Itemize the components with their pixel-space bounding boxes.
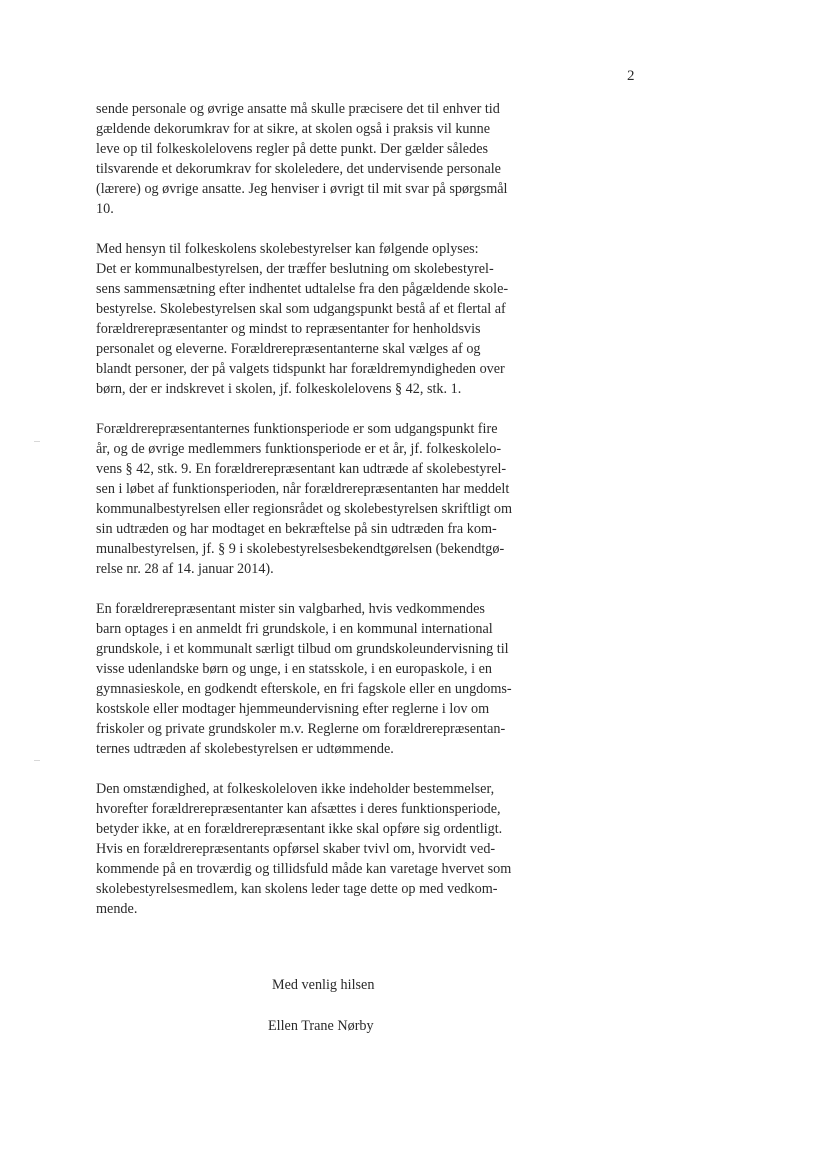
signature-name: Ellen Trane Nørby <box>268 1018 374 1034</box>
paragraph-funktionsperiode <box>96 419 566 579</box>
text-line: kostskole eller modtager hjemmeundervisning efter reglerne i lov om <box>96 701 490 717</box>
text-line: Den omstændighed, at folkeskoleloven ikke indeholder bestemmelser, <box>96 781 495 797</box>
text-line: En forældrerepræsentant mister sin valgbarhed, hvis vedkommendes <box>96 601 485 617</box>
text-line: gymnasieskole, en godkendt efterskole, en fri fagskole eller en ungdoms- <box>96 681 512 697</box>
text-line: leve op til folkeskolelovens regler på dette punkt. Der gælder således <box>96 141 489 157</box>
text-line: barn optages i en anmeldt fri grundskole, i en kommunal international <box>96 621 493 637</box>
paragraph-opfoersel <box>96 779 566 919</box>
text-line: personalet og eleverne. Forældrerepræsentanterne skal vælges af og <box>96 341 481 357</box>
text-line: Med hensyn til folkeskolens skolebestyrelser kan følgende oplyses: <box>96 241 479 257</box>
text-line: vens § 42, stk. 9. En forældrerepræsentant kan udtræde af skolebestyrel- <box>96 461 507 477</box>
text-line: hvorefter forældrerepræsentanter kan afsættes i deres funktionsperiode, <box>96 801 501 817</box>
text-line: relse nr. 28 af 14. januar 2014). <box>96 561 274 577</box>
text-line: tilsvarende et dekorumkrav for skoleledere, det undervisende personale <box>96 161 501 177</box>
text-line: (lærere) og øvrige ansatte. Jeg henviser i øvrigt til mit svar på spørgsmål <box>96 181 508 197</box>
text-line: Hvis en forældrerepræsentants opførsel skaber tvivl om, hvorvidt ved- <box>96 841 496 857</box>
text-line: Forældrerepræsentanternes funktionsperiode er som udgangspunkt fire <box>96 421 498 437</box>
text-line: 10. <box>96 201 114 217</box>
text-line: sen i løbet af funktionsperioden, når forældrerepræsentanten har meddelt <box>96 481 510 497</box>
paragraph-valgbarhed <box>96 599 566 759</box>
text-line: gældende dekorumkrav for at sikre, at skolen også i praksis vil kunne <box>96 121 491 137</box>
paragraph-dekorum <box>96 99 566 219</box>
page-number: 2 <box>627 68 635 84</box>
letter-body <box>96 99 566 939</box>
closing-greeting: Med venlig hilsen <box>272 977 375 993</box>
text-line: kommende på en troværdig og tillidsfuld måde kan varetage hvervet som <box>96 861 512 877</box>
text-line: skolebestyrelsesmedlem, kan skolens leder tage dette op med vedkom- <box>96 881 498 897</box>
text-line: sens sammensætning efter indhentet udtalelse fra den pågældende skole- <box>96 281 509 297</box>
text-line: munalbestyrelsen, jf. § 9 i skolebestyrelsesbekendtgørelsen (bekendtgø- <box>96 541 505 557</box>
text-line: friskoler og private grundskoler m.v. Reglerne om forældrerepræsentan- <box>96 721 506 737</box>
scan-margin-mark <box>34 441 40 442</box>
text-line: sende personale og øvrige ansatte må skulle præcisere det til enhver tid <box>96 101 500 117</box>
text-line: sin udtræden og har modtaget en bekræftelse på sin udtræden fra kom- <box>96 521 497 537</box>
text-line: grundskole, i et kommunalt særligt tilbud om grundskoleundervisning til <box>96 641 509 657</box>
text-line: visse udenlandske børn og unge, i en statsskole, i en europaskole, i en <box>96 661 492 677</box>
text-line: Det er kommunalbestyrelsen, der træffer beslutning om skolebestyrel- <box>96 261 494 277</box>
text-line: børn, der er indskrevet i skolen, jf. folkeskolelovens § 42, stk. 1. <box>96 381 462 397</box>
text-line: mende. <box>96 901 138 917</box>
text-line: bestyrelse. Skolebestyrelsen skal som udgangspunkt bestå af et flertal af <box>96 301 506 317</box>
text-line: ternes udtræden af skolebestyrelsen er udtømmende. <box>96 741 394 757</box>
scan-margin-mark <box>34 760 40 761</box>
text-line: kommunalbestyrelsen eller regionsrådet og skolebestyrelsen skriftligt om <box>96 501 513 517</box>
text-line: år, og de øvrige medlemmers funktionsperiode er et år, jf. folkeskolelo- <box>96 441 502 457</box>
text-line: blandt personer, der på valgets tidspunkt har forældremyndigheden over <box>96 361 505 377</box>
text-line: forældrerepræsentanter og mindst to repræsentanter for henholdsvis <box>96 321 481 337</box>
paragraph-skolebestyrelser <box>96 239 566 399</box>
text-line: betyder ikke, at en forældrerepræsentant ikke skal opføre sig ordentligt. <box>96 821 503 837</box>
